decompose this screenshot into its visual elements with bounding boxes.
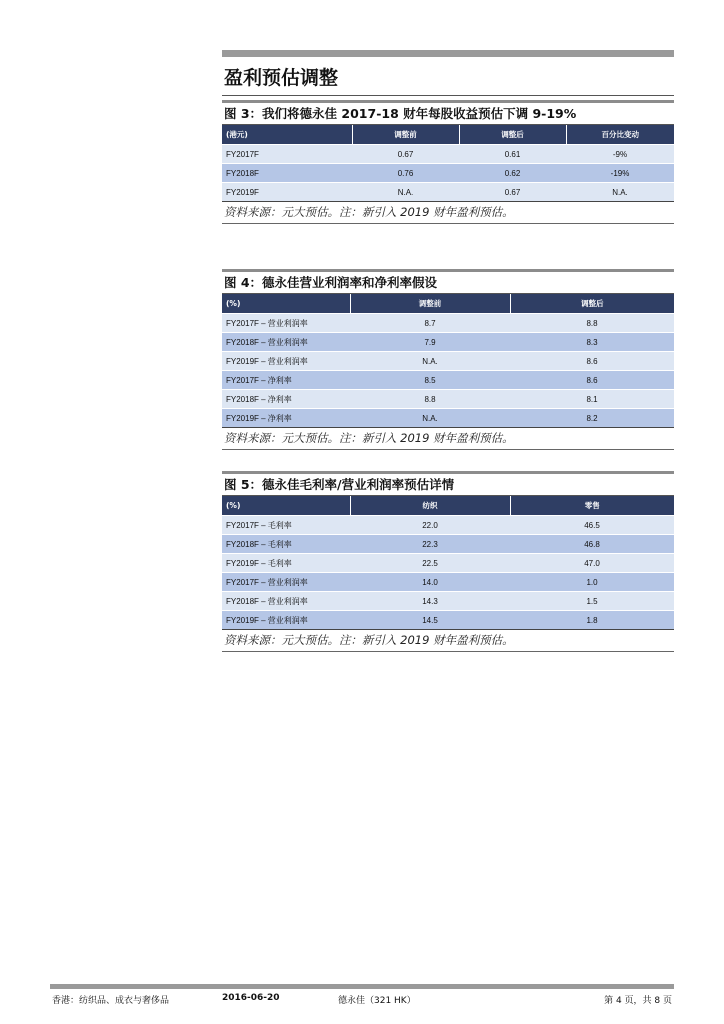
table-cell: FY2018F – 营业利润率: [222, 333, 350, 352]
table-cell: 22.5: [350, 554, 510, 573]
footer-company: 德永佳（321 HK）: [338, 996, 416, 1006]
table-cell: 0.61: [459, 145, 566, 164]
column-header: (%): [222, 496, 350, 516]
table-cell: 47.0: [510, 554, 674, 573]
table-cell: N.A.: [350, 409, 510, 428]
table-row: [222, 554, 674, 573]
table-cell: 1.8: [510, 611, 674, 630]
table-cell: 0.67: [352, 145, 459, 164]
column-header: 调整前: [352, 125, 459, 145]
column-header: 零售: [510, 496, 674, 516]
table-cell: FY2019F – 营业利润率: [222, 611, 350, 630]
column-header: 纺织: [350, 496, 510, 516]
table-row: [222, 352, 674, 371]
table-row: [222, 371, 674, 390]
table-cell: FY2017F – 净利率: [222, 371, 350, 390]
figure-3: [222, 100, 674, 224]
table-cell: 0.76: [352, 164, 459, 183]
table-cell: 8.2: [510, 409, 674, 428]
source-note: 资料来源：元大预估。注：新引入 2019 财年盈利预估。: [224, 431, 514, 445]
table-row: [222, 611, 674, 630]
table-cell: 46.8: [510, 535, 674, 554]
table-cell: FY2018F – 营业利润率: [222, 592, 350, 611]
table-cell: 1.0: [510, 573, 674, 592]
figure-5: [222, 471, 674, 652]
table-cell: 0.62: [459, 164, 566, 183]
table-cell: 8.7: [350, 314, 510, 333]
source-rule: [222, 449, 674, 450]
table-row: [222, 183, 674, 202]
figure-title: 图 5：德永佳毛利率/营业利润率预估详情: [224, 477, 455, 492]
column-header: (港元): [222, 125, 352, 145]
top-rule: [222, 50, 674, 57]
table-cell: 0.67: [459, 183, 566, 202]
section-title-underline: [222, 95, 674, 96]
table-cell: 14.3: [350, 592, 510, 611]
table-cell: N.A.: [350, 352, 510, 371]
table-row: [222, 390, 674, 409]
table-cell: FY2017F: [222, 145, 352, 164]
table-header-row: [222, 294, 674, 314]
source-rule: [222, 223, 674, 224]
source-note: 资料来源：元大预估。注：新引入 2019 财年盈利预估。: [224, 633, 514, 647]
table-cell: -9%: [566, 145, 674, 164]
figure-4: [222, 269, 674, 450]
column-header: (%): [222, 294, 350, 314]
table-cell: 8.6: [510, 371, 674, 390]
table-cell: FY2019F: [222, 183, 352, 202]
table-header-row: [222, 125, 674, 145]
footer-industry: 香港：纺织品、成衣与奢侈品: [52, 996, 170, 1006]
table-cell: 22.0: [350, 516, 510, 535]
table-cell: FY2019F – 毛利率: [222, 554, 350, 573]
table-cell: FY2017F – 毛利率: [222, 516, 350, 535]
table-row: [222, 573, 674, 592]
margin-assumption-table: [222, 294, 674, 427]
table-cell: FY2019F – 营业利润率: [222, 352, 350, 371]
table-row: [222, 333, 674, 352]
column-header: 调整后: [459, 125, 566, 145]
table-header-row: [222, 496, 674, 516]
eps-revision-table: [222, 125, 674, 201]
table-cell: -19%: [566, 164, 674, 183]
figure-title: 图 3：我们将德永佳 2017-18 财年每股收益预估下调 9-19%: [224, 106, 577, 121]
table-cell: FY2018F: [222, 164, 352, 183]
footer-date: 2016-06-20: [222, 993, 280, 1003]
table-cell: FY2018F – 净利率: [222, 390, 350, 409]
footer-page-number: 第 4 页，共 8 页: [604, 996, 672, 1006]
section-title: 盈利预估调整: [224, 67, 339, 89]
table-cell: N.A.: [352, 183, 459, 202]
table-cell: 8.6: [510, 352, 674, 371]
table-cell: 8.1: [510, 390, 674, 409]
table-cell: 7.9: [350, 333, 510, 352]
table-row: [222, 314, 674, 333]
table-cell: 8.8: [350, 390, 510, 409]
table-cell: 8.8: [510, 314, 674, 333]
table-cell: 14.5: [350, 611, 510, 630]
table-row: [222, 145, 674, 164]
table-cell: 8.5: [350, 371, 510, 390]
report-body: [222, 50, 674, 647]
figure-title: 图 4：德永佳营业利润率和净利率假设: [224, 275, 438, 290]
table-row: [222, 535, 674, 554]
table-cell: FY2017F – 营业利润率: [222, 314, 350, 333]
source-note: 资料来源：元大预估。注：新引入 2019 财年盈利预估。: [224, 205, 514, 219]
table-row: [222, 592, 674, 611]
table-row: [222, 409, 674, 428]
column-header: 调整前: [350, 294, 510, 314]
table-cell: 1.5: [510, 592, 674, 611]
table-cell: 22.3: [350, 535, 510, 554]
source-rule: [222, 651, 674, 652]
table-cell: 14.0: [350, 573, 510, 592]
page-footer: [50, 993, 674, 1005]
table-row: [222, 164, 674, 183]
table-cell: N.A.: [566, 183, 674, 202]
table-cell: FY2019F – 净利率: [222, 409, 350, 428]
footer-rule: [50, 984, 674, 989]
column-header: 百分比变动: [566, 125, 674, 145]
table-cell: 8.3: [510, 333, 674, 352]
table-cell: 46.5: [510, 516, 674, 535]
column-header: 调整后: [510, 294, 674, 314]
table-row: [222, 516, 674, 535]
table-cell: FY2018F – 毛利率: [222, 535, 350, 554]
segment-margin-table: [222, 496, 674, 629]
table-cell: FY2017F – 营业利润率: [222, 573, 350, 592]
